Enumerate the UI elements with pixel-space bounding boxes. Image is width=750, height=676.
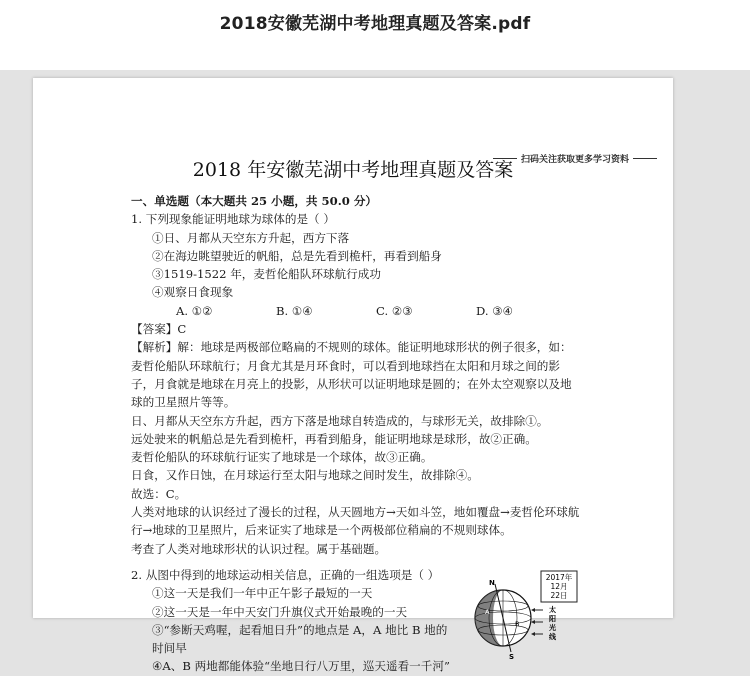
page-content	[131, 192, 581, 676]
page-title: 2018 年安徽芜湖中考地理真题及答案	[192, 159, 514, 181]
analysis-paragraph: 【解析】解：地球是两极部位略扁的不规则的球体。能证明地球形状的例子很多，如：麦哲伦船队环球航行；月食尤其是月环食时，可以看到地球挡在太阳和月球之间的影子，月食就是地球在月亮上的投影，从形状可以证明地球是圆的；在外太空观察以及地球的卫星照片等等。	[131, 340, 572, 410]
question-2-item: ①这一天是我们一年中正午影子最短的一天	[152, 586, 373, 601]
document-title: 2018安徽芜湖中考地理真题及答案.pdf	[219, 14, 531, 34]
figure-point-a: A	[485, 607, 490, 616]
summary-line: 考查了人类对地球形状的认识过程。属于基础题。	[131, 541, 387, 556]
option-d: D. ③④	[476, 303, 514, 318]
analysis-line: 远处驶来的帆船总是先看到桅杆，再看到船身，能证明地球是球形，故②正确。	[131, 431, 537, 446]
title-bar	[0, 0, 750, 70]
option-b: B. ①④	[276, 303, 313, 318]
figure-point-b: B	[515, 619, 520, 628]
question-1-options	[131, 302, 581, 320]
figure-light-char: 光	[549, 623, 556, 632]
question-1-item: ①日、月都从天空东方升起，西方下落	[152, 230, 350, 245]
question-2-stem: 2. 从图中得到的地球运动相关信息，正确的一组选项是（ ）	[131, 567, 440, 582]
figure-light-char: 太	[549, 605, 556, 614]
question-2-item: ③“参断天鸡喔，起看旭日升”的地点是 A，A 地比 B 地的时间早	[152, 622, 448, 656]
question-2	[131, 566, 581, 676]
analysis-paragraph-2: 人类对地球的认识经过了漫长的过程，从天圆地方→天如斗笠，地如覆盘→麦哲伦环球航行→地球的卫星照片，后来证实了地球是一个两极部位稍扁的不规则球体。	[131, 505, 580, 538]
question-1-item: ③1519-1522 年，麦哲伦船队环球航行成功	[152, 267, 381, 282]
figure-date-month: 12月	[550, 581, 568, 591]
analysis-line: 麦哲伦船队的环球航行证实了地球是一个球体，故③正确。	[131, 450, 433, 465]
figure-south-pole: S	[509, 652, 515, 661]
analysis-line: 日食，又作日蚀，在月球运行至太阳与地球之间时发生，故排除④。	[131, 468, 479, 483]
question-2-item: ④A、B 两地都能体验“坐地日行八万里，巡天遥看一千河”	[152, 659, 450, 674]
figure-date-day: 22日	[550, 590, 568, 600]
answer-line: 【答案】C	[131, 322, 187, 337]
option-c: C. ②③	[376, 303, 413, 318]
question-1-item: ④观察日食现象	[152, 285, 234, 300]
earth-illumination-figure	[471, 570, 581, 660]
question-2-item: ②这一天是一年中天安门升旗仪式开始最晚的一天	[152, 604, 408, 619]
question-1-item: ②在海边眺望驶近的帆船，总是先看到桅杆，再看到船身	[152, 248, 442, 263]
section-heading: 一、单选题（本大题共 25 小题，共 50.0 分）	[131, 194, 378, 208]
figure-north-pole: N	[489, 578, 495, 587]
analysis-line: 故选：C。	[131, 486, 187, 501]
option-a: A. ①②	[176, 303, 213, 318]
figure-light-char: 阳	[549, 614, 556, 623]
pdf-page	[33, 78, 673, 674]
figure-light-char: 线	[549, 632, 556, 641]
analysis-line: 日、月都从天空东方升起，西方下落是地球自转造成的，与球形无关，故排除①。	[131, 413, 549, 428]
question-1-stem: 1. 下列现象能证明地球为球体的是（ ）	[131, 212, 335, 227]
figure-date-year: 2017年	[545, 572, 573, 582]
banner-text: 扫码关注获取更多学习资料	[520, 155, 629, 165]
